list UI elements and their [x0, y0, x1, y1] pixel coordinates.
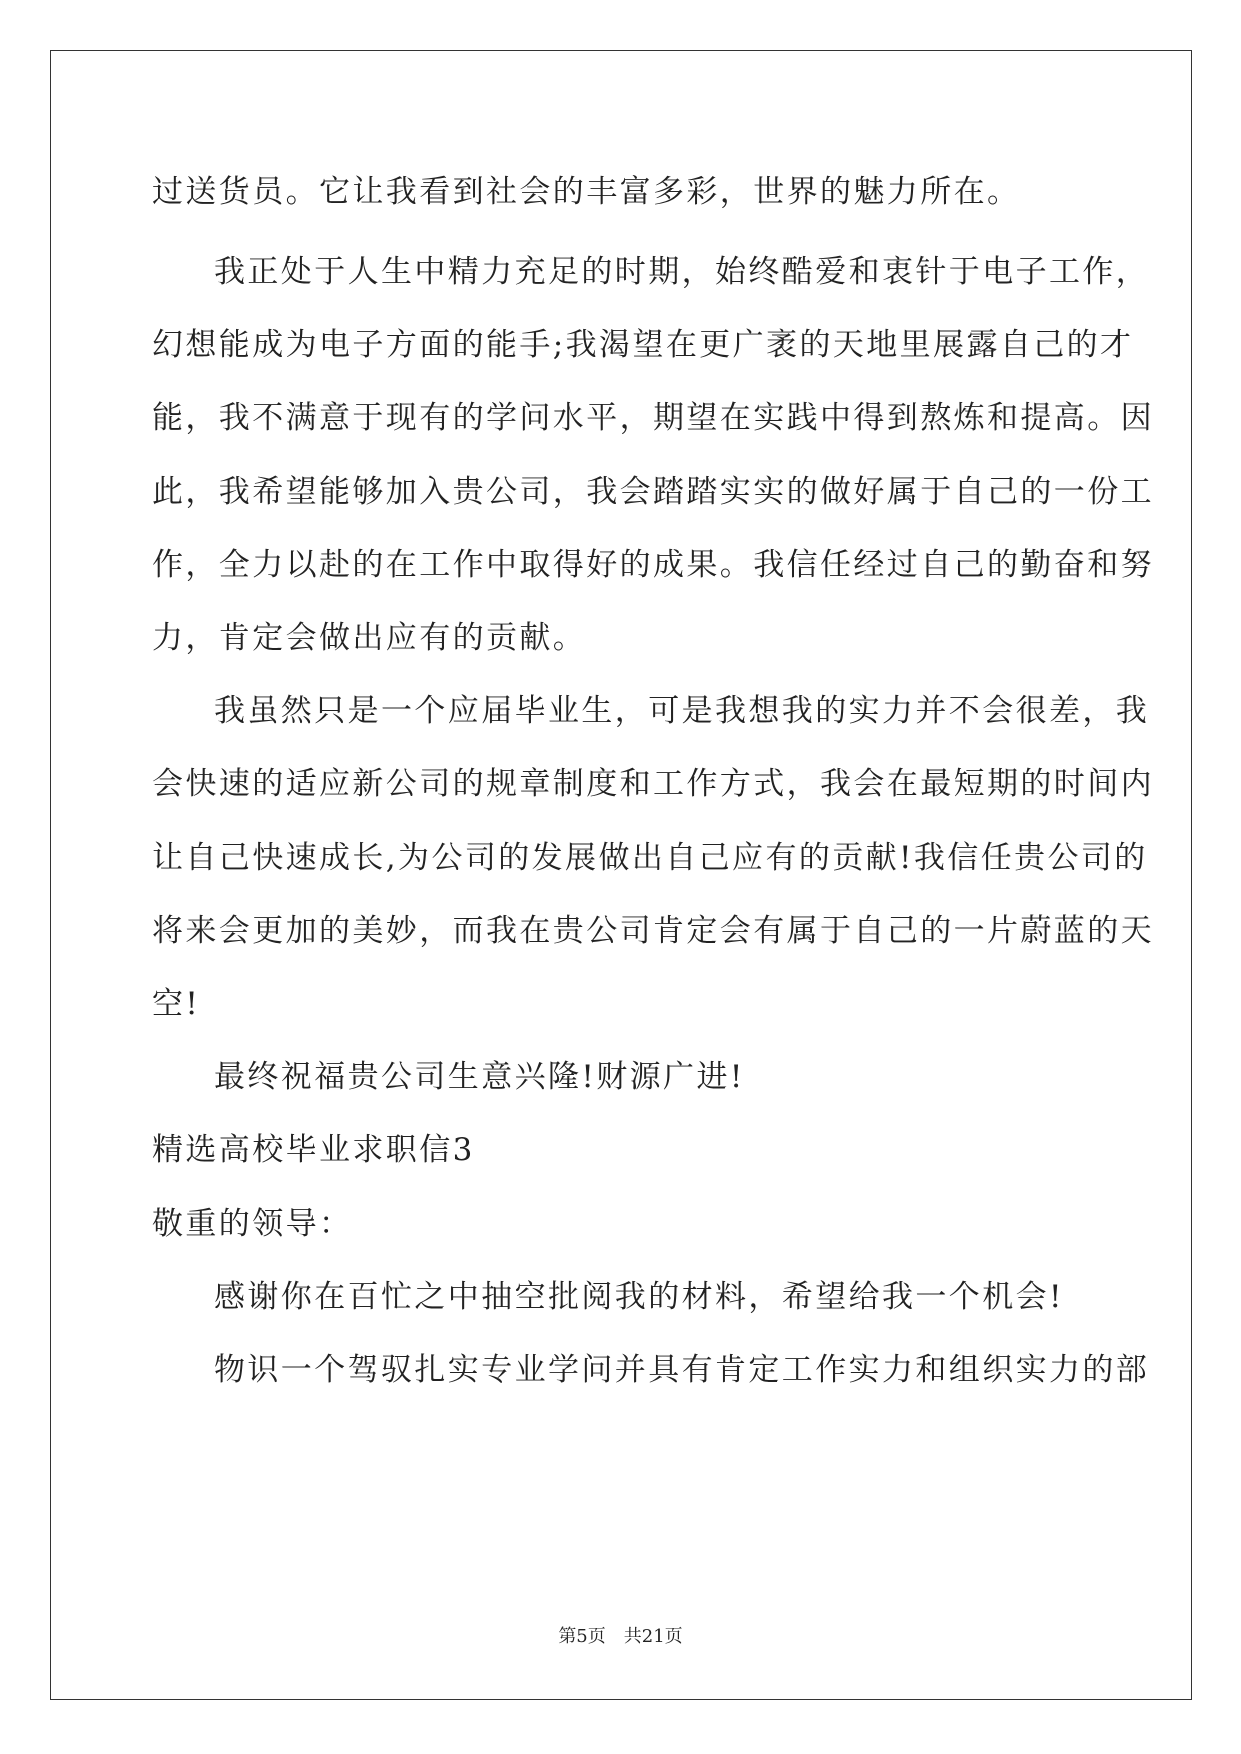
page-number-footer: 第5页 共21页: [558, 1626, 683, 1647]
text-line: 物识一个驾驭扎实专业学问并具有肯定工作实力和组织实力的部: [214, 1352, 1150, 1388]
text-line: 过送货员。它让我看到社会的丰富多彩，世界的魅力所在。: [152, 174, 1021, 210]
section-heading: 精选高校毕业求职信3: [152, 1132, 475, 1168]
text-line: 空!: [152, 986, 201, 1022]
text-line: 最终祝福贵公司生意兴隆!财源广进!: [214, 1059, 745, 1095]
text-line: 会快速的适应新公司的规章制度和工作方式，我会在最短期的时间内: [152, 766, 1154, 802]
text-line: 此，我希望能够加入贵公司，我会踏踏实实的做好属于自己的一份工: [152, 474, 1154, 510]
text-line: 我虽然只是一个应届毕业生，可是我想我的实力并不会很差，我: [214, 693, 1150, 729]
text-line: 能，我不满意于现有的学问水平，期望在实践中得到熬炼和提高。因: [152, 400, 1154, 436]
text-line: 幻想能成为电子方面的能手;我渴望在更广袤的天地里展露自己的才: [152, 327, 1134, 363]
text-line: 感谢你在百忙之中抽空批阅我的材料，希望给我一个机会!: [214, 1279, 1064, 1315]
salutation: 敬重的领导：: [152, 1206, 353, 1242]
text-line: 让自己快速成长,为公司的发展做出自己应有的贡献!我信任贵公司的: [152, 840, 1148, 876]
text-line: 将来会更加的美妙，而我在贵公司肯定会有属于自己的一片蔚蓝的天: [152, 913, 1154, 949]
text-line: 作，全力以赴的在工作中取得好的成果。我信任经过自己的勤奋和努: [152, 547, 1154, 583]
text-line: 我正处于人生中精力充足的时期，始终酷爱和衷针于电子工作，: [214, 254, 1150, 290]
text-line: 力，肯定会做出应有的贡献。: [152, 620, 587, 656]
